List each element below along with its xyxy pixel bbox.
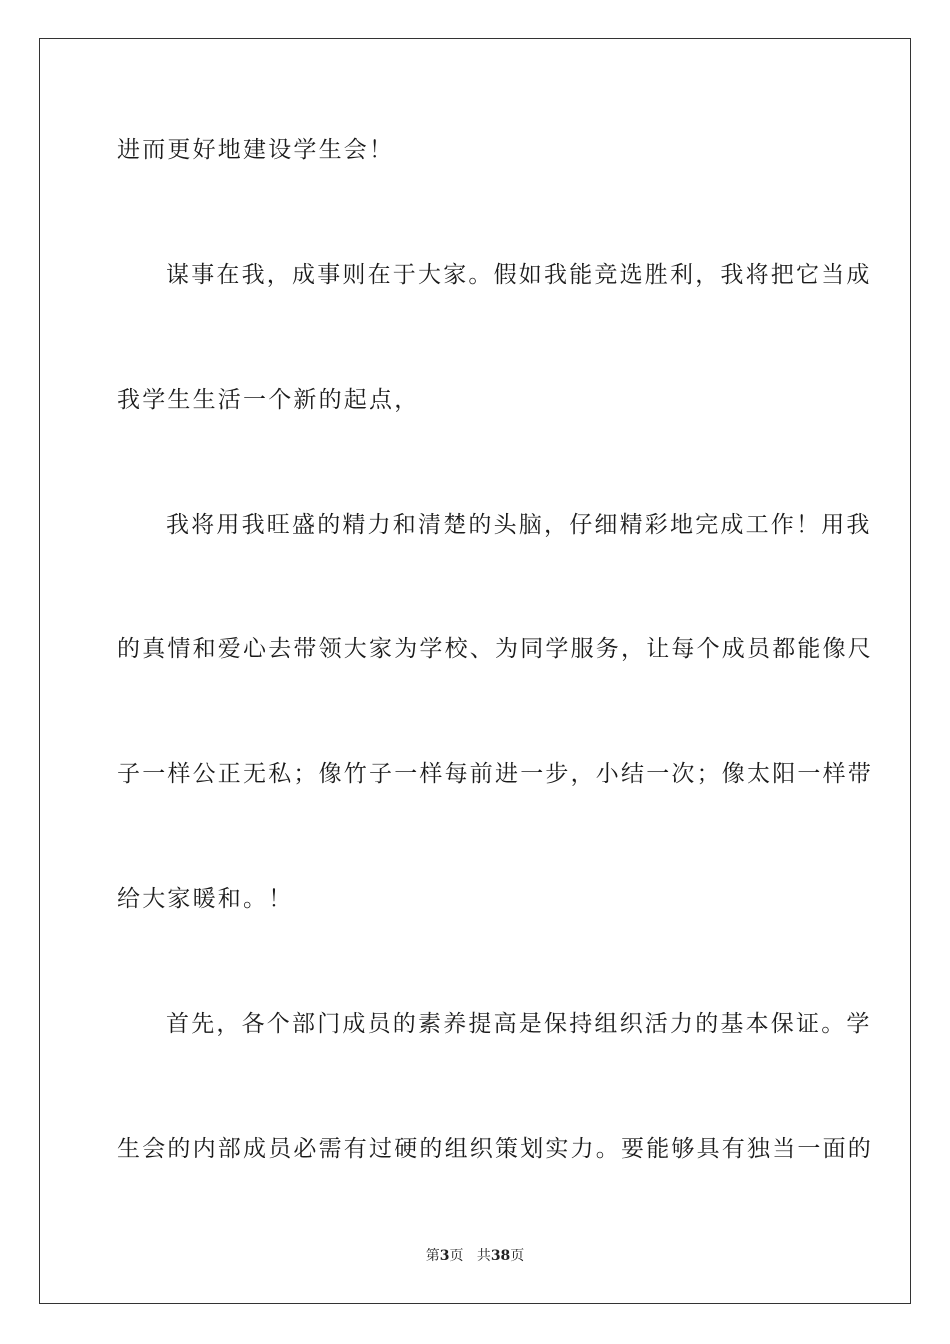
page-frame [39,38,911,1304]
page-number: 3 [439,1248,450,1264]
paragraph-line: 进而更好地建设学生会！ [117,137,395,163]
page-suffix: 页 [449,1248,464,1264]
paragraph-line: 首先，各个部门成员的素养提高是保持组织活力的基本保证。学 [166,1011,872,1037]
total-suffix: 页 [510,1248,525,1264]
paragraph-line: 谋事在我，成事则在于大家。假如我能竞选胜利，我将把它当成 [166,262,872,288]
paragraph-line: 生会的内部成员必需有过硬的组织策划实力。要能够具有独当一面的 [117,1136,873,1162]
paragraph-line: 我学生生活一个新的起点， [117,387,420,413]
page-footer [0,1247,950,1265]
page-prefix: 第 [425,1248,440,1264]
paragraph-line: 我将用我旺盛的精力和清楚的头脑，仔细精彩地完成工作！用我 [166,512,872,538]
total-pages: 38 [490,1248,511,1264]
paragraph-line: 给大家暖和。！ [117,886,294,912]
paragraph-line: 子一样公正无私；像竹子一样每前进一步，小结一次；像太阳一样带 [117,761,873,787]
total-prefix: 共 [476,1248,491,1264]
paragraph-line: 的真情和爱心去带领大家为学校、为同学服务，让每个成员都能像尺 [117,636,873,662]
